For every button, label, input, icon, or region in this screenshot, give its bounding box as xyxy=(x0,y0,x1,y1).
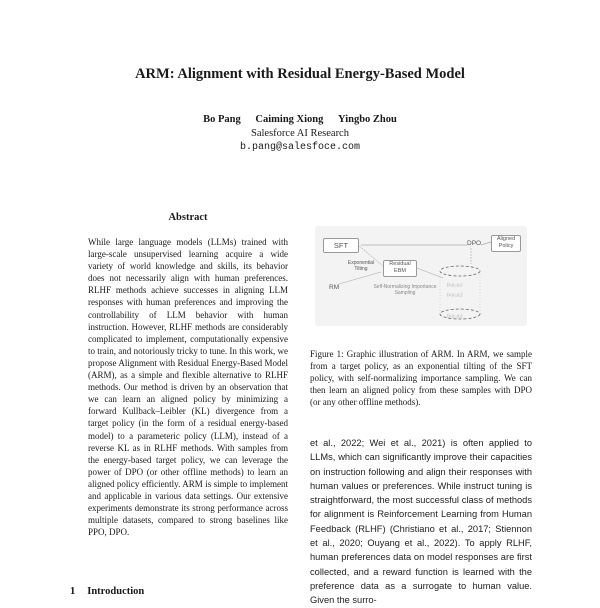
author-name: Bo Pang xyxy=(203,114,241,125)
abstract-text: While large language models (LLMs) trained with large-scale unsupervised learning acquire a wide variety of world knowledge and skills, its behavior does not necessarily align with human preferences. RLHF methods achieve successes in aligning LLM responses with human preferences and improving the controllability of LLM behavior with human instruction. However, RLHF methods are considerably complicated to implement, computationally expensive to train, and notoriously tricky to tune. In this work, we propose Alignment with Residual Energy-Based Model (ARM), as a simple and flexible alternative to RLHF methods. Our method is driven by an observation that we can learn an aligned policy by minimizing a forward Kullback–Leibler (KL) divergence from a target policy (in the form of a residual energy-based model) to a parameteric policy (LLM), instead of a reverse KL as in RLHF methods. With samples from the energy-based target policy, we can leverage the power of DPO (or other offline methods) to learn an aligned policy efficiently. ARM is simple to implement and applicable in various data settings. Our extensive experiments demonstrate its strong performance across multiple datasets, compared to strong baselines like PPO, DPO. xyxy=(88,237,288,538)
tilting-label: Exponential Tilting xyxy=(347,260,375,272)
sft-box: SFT xyxy=(323,238,359,253)
author-name: Caiming Xiong xyxy=(255,114,324,125)
author-list xyxy=(0,114,600,125)
paper-title: ARM: Alignment with Residual Energy-Based Model xyxy=(135,66,465,82)
abstract-heading: Abstract xyxy=(168,212,208,223)
aligned-policy-box: Aligned Policy xyxy=(491,235,521,252)
ebm-to-samples-line xyxy=(417,268,443,278)
section-title: Introduction xyxy=(87,586,145,597)
author-name: Yingbo Zhou xyxy=(338,114,397,125)
dpo-to-policy-arrow xyxy=(481,242,491,245)
figure-caption: Figure 1: Graphic illustration of ARM. In ARM, we sample from a target policy, as an exponential tilting of the SFT policy, with self-normalizing importance sampling. We can then learn an aligned policy from these samples with DPO (or any other offline methods). xyxy=(310,349,532,408)
sample-glyph: (x,y₁,y₂) xyxy=(447,282,463,287)
affiliation: Salesforce AI Research xyxy=(251,128,349,139)
body-paragraph: et al., 2022; Wei et al., 2021) is often applied to LLMs, which can significantly improve their capacities on instruction following and align their responses with human values or preferences. While instruct tuning is straightforward, the most successful class of methods for alignment is Reinforcement Learning from Human Feedback (RLHF) (Christiano et al., 2017; Stiennon et al., 2020; Ouyang et al., 2022). To apply RLHF, human preferences data on model responses are first collected, and a reward function is learned with the preference data as a surrogate to human value. Given the surro- xyxy=(310,438,532,606)
dpo-node: DPO xyxy=(467,240,482,247)
residual-ebm-box: Residual EBM xyxy=(383,260,417,277)
section-number: 1 xyxy=(70,586,76,597)
sample-pool-top xyxy=(440,266,480,276)
contact-email: b.pang@salesfoce.com xyxy=(239,142,361,153)
arm-diagram-figure xyxy=(315,226,527,326)
rm-to-tilting-line xyxy=(339,272,381,284)
section-heading xyxy=(70,586,144,597)
sampling-label: Self-Normalizing Importance Sampling xyxy=(373,284,437,296)
sample-glyph: (x,y₁,y₂) xyxy=(447,292,463,297)
rm-node: RM xyxy=(329,284,340,291)
sample-glyph: (x,y₁,y₂) xyxy=(447,313,463,318)
